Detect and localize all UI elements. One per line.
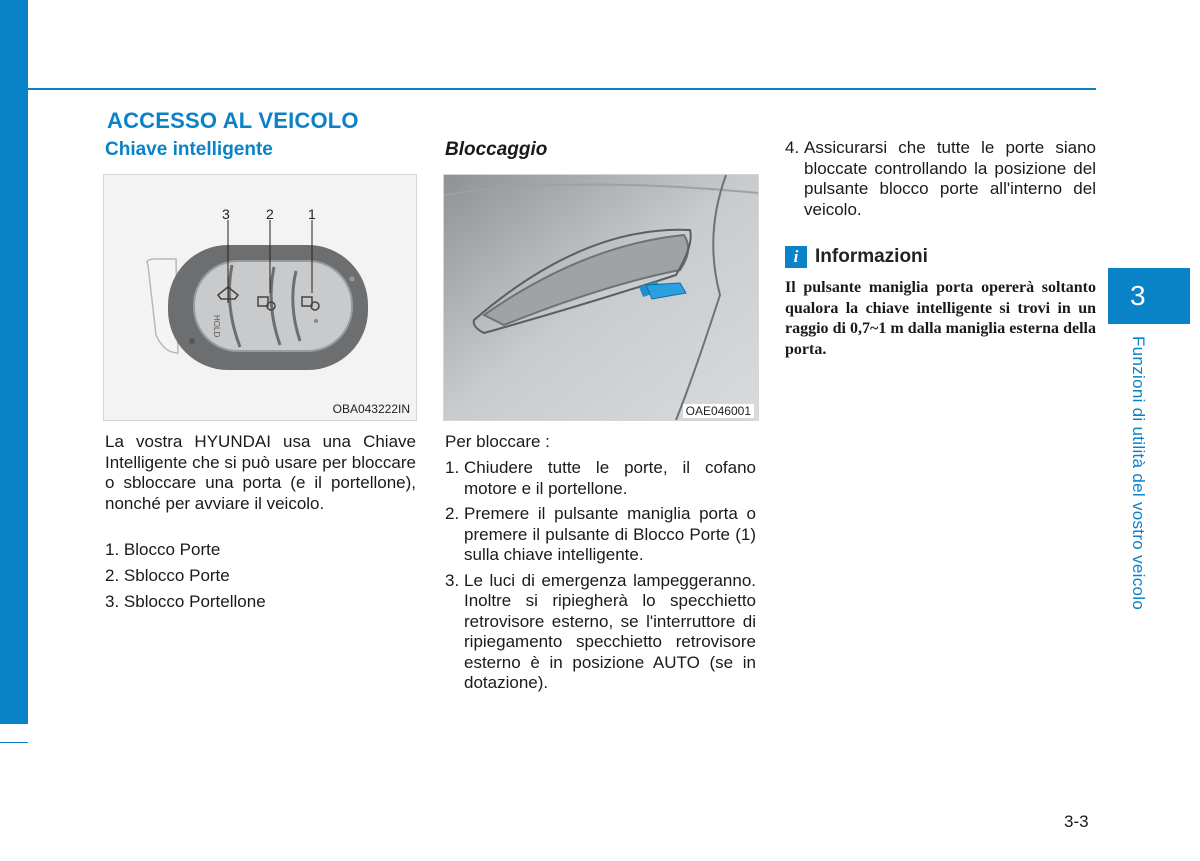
fob-hold-text: HOLD	[212, 315, 221, 338]
door-handle-illustration	[444, 175, 758, 420]
chapter-number: 3	[1130, 280, 1146, 311]
figure-caption-door: OAE046001	[683, 404, 754, 418]
step-text: Premere il pulsante maniglia porta o premere il pulsante di Blocco Porte (1) sulla chiave intelligente.	[464, 504, 756, 564]
smart-key-illustration	[104, 175, 416, 420]
step-text: Chiudere tutte le porte, il cofano motore e il portellone.	[464, 458, 756, 498]
list-item	[445, 458, 756, 499]
info-header	[785, 246, 1096, 268]
locking-intro: Per bloccare :	[445, 432, 550, 451]
key-label-2: 2	[266, 206, 274, 222]
chapter-edge-bar	[0, 0, 28, 724]
step-number: 2.	[445, 504, 460, 523]
subhead-locking: Bloccaggio	[445, 139, 548, 160]
button-list	[105, 537, 416, 615]
list-item	[445, 571, 756, 694]
door-handle-figure	[443, 174, 759, 421]
chapter-title: Funzioni di utilità del vostro veicolo	[1129, 336, 1148, 611]
page-number: 3-3	[1064, 812, 1089, 831]
step-number: 3.	[445, 570, 460, 590]
list-item: 2. Sblocco Porte	[105, 566, 230, 585]
smart-key-intro: La vostra HYUNDAI usa una Chiave Intelligente che si può usare per bloccare o sbloccare una porta (e il portellone), nonché per avviare il veicolo.	[105, 432, 416, 513]
info-icon: i	[785, 246, 807, 268]
key-label-1: 1	[308, 206, 316, 222]
subhead-smart-key: Chiave intelligente	[105, 139, 273, 160]
info-text: Il pulsante maniglia porta opererà soltanto qualora la chiave intelligente si trovi in un raggio di 0,7~1 m dalla maniglia esterna della porta.	[785, 279, 1096, 358]
locking-step-4	[785, 138, 1096, 225]
step-text: Assicurarsi che tutte le porte siano bloccate controllando la posizione del pulsante blocco porte all'interno del veicolo.	[804, 138, 1096, 219]
section-title: ACCESSO AL VEICOLO	[107, 108, 359, 133]
list-item	[445, 504, 756, 566]
list-item: 1. Blocco Porte	[105, 540, 221, 559]
info-title: Informazioni	[815, 246, 928, 267]
step-text: Le luci di emergenza lampeggeranno. Inoltre si ripiegherà lo specchietto retrovisore esterno, se l'interruttore di ripiegamento specchietto retrovisore esterno è in posizione AUTO (se in dotazione).	[464, 570, 756, 692]
chapter-tab	[1108, 268, 1190, 324]
edge-divider	[0, 742, 28, 743]
list-item: 3. Sblocco Portellone	[105, 592, 266, 611]
smart-key-figure	[103, 174, 417, 421]
figure-caption-key: OBA043222IN	[332, 402, 410, 416]
header-rule	[28, 88, 1096, 90]
locking-steps	[445, 458, 756, 699]
step-number: 4.	[785, 138, 800, 157]
step-number: 1.	[445, 458, 460, 477]
info-box	[785, 246, 1096, 360]
key-label-3: 3	[222, 206, 230, 222]
list-item	[785, 138, 1096, 220]
